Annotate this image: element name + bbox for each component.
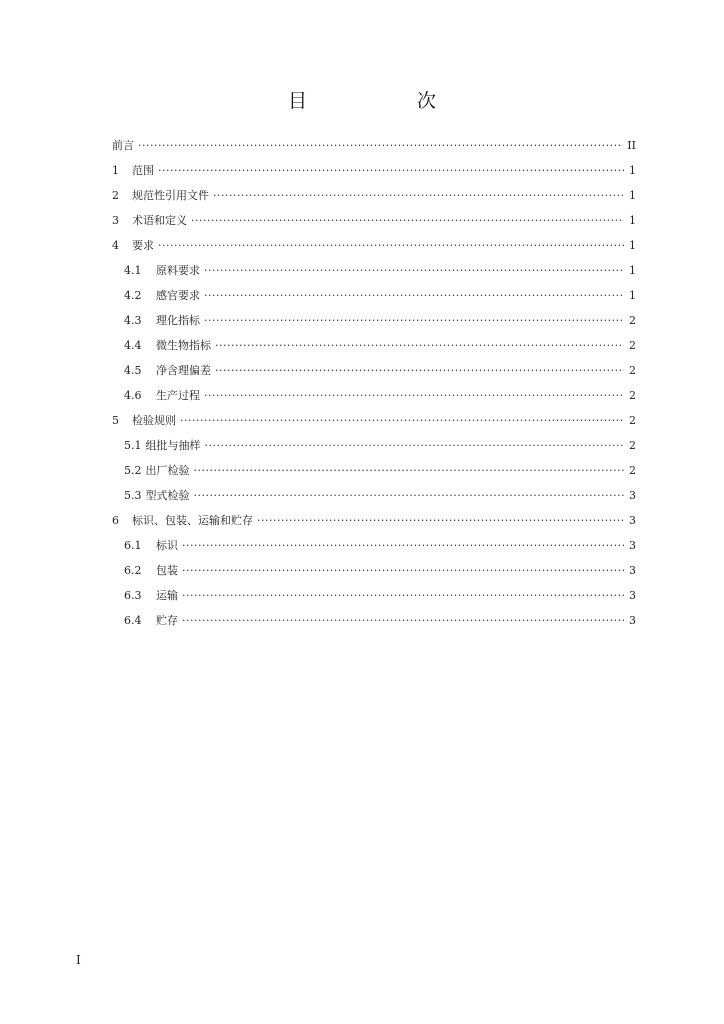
toc-entry-4-4[interactable] xyxy=(112,333,636,358)
toc-entry-4[interactable] xyxy=(112,233,636,258)
toc-entry-page: 3 xyxy=(629,588,636,602)
toc-entry-4-2[interactable] xyxy=(112,283,636,308)
toc-entry-2[interactable] xyxy=(112,183,636,208)
toc-entry-1[interactable] xyxy=(112,158,636,183)
toc-entry-number: 4 xyxy=(112,238,119,252)
toc-dot-leader xyxy=(204,389,624,403)
toc-entry-6-4[interactable] xyxy=(112,608,636,633)
toc-entry-page: 3 xyxy=(629,538,636,552)
toc-entry-page: 3 xyxy=(629,613,636,627)
toc-entry-label: 感官要求 xyxy=(156,288,200,302)
toc-entry-label: 型式检验 xyxy=(145,488,190,502)
toc-entry-number: 5.3 xyxy=(124,488,142,502)
toc-dot-leader xyxy=(213,189,624,203)
toc-entry-label: 出厂检验 xyxy=(145,463,190,477)
toc-entry-page: II xyxy=(627,138,636,152)
toc-entry-label: 组批与抽样 xyxy=(145,438,201,452)
toc-dot-leader xyxy=(215,339,624,353)
toc-entry-page: 3 xyxy=(629,488,636,502)
toc-entry-label: 运输 xyxy=(156,588,178,602)
toc-dot-leader xyxy=(191,214,624,228)
toc-entry-5-3[interactable] xyxy=(112,483,636,508)
toc-entry-label: 贮存 xyxy=(156,613,178,627)
toc-entry-3[interactable] xyxy=(112,208,636,233)
toc-entry-5-2[interactable] xyxy=(112,458,636,483)
toc-entry-label: 检验规则 xyxy=(132,413,176,427)
page-title: 目 次 xyxy=(287,90,489,112)
toc-entry-page: 2 xyxy=(629,388,636,402)
toc-entry-label: 理化指标 xyxy=(156,313,200,327)
toc-entry-6-2[interactable] xyxy=(112,558,636,583)
toc-entry-label: 净含理偏差 xyxy=(156,363,211,377)
toc-entry-page: 1 xyxy=(629,263,636,277)
toc-entry-5-1[interactable] xyxy=(112,433,636,458)
toc-entry-number: 6.3 xyxy=(124,588,142,602)
toc-entry-number: 4.3 xyxy=(124,313,142,327)
toc-entry-5[interactable] xyxy=(112,408,636,433)
toc-dot-leader xyxy=(138,139,623,153)
toc-entry-number: 2 xyxy=(112,188,119,202)
toc-entry-4-5[interactable] xyxy=(112,358,636,383)
toc-entry-label: 规范性引用文件 xyxy=(132,188,209,202)
toc-entry-foreword[interactable] xyxy=(112,133,636,158)
toc-dot-leader xyxy=(205,439,625,453)
toc-entry-page: 2 xyxy=(629,438,636,452)
toc-entry-number: 4.6 xyxy=(124,388,142,402)
toc-entry-page: 1 xyxy=(629,188,636,202)
toc-entry-label: 要求 xyxy=(132,238,154,252)
toc-dot-leader xyxy=(182,614,624,628)
toc-entry-4-6[interactable] xyxy=(112,383,636,408)
toc-entry-4-1[interactable] xyxy=(112,258,636,283)
toc-entry-6[interactable] xyxy=(112,508,636,533)
toc-entry-page: 2 xyxy=(629,338,636,352)
toc-entry-6-1[interactable] xyxy=(112,533,636,558)
toc-entry-label: 前言 xyxy=(112,138,134,152)
toc-entry-number: 1 xyxy=(112,163,119,177)
toc-entry-number: 5 xyxy=(112,413,119,427)
toc-entry-number: 6.1 xyxy=(124,538,142,552)
toc-entry-number: 4.1 xyxy=(124,263,142,277)
toc-entry-page: 3 xyxy=(629,513,636,527)
toc-entry-4-3[interactable] xyxy=(112,308,636,333)
toc-entry-number: 3 xyxy=(112,213,119,227)
toc-dot-leader xyxy=(194,464,625,478)
toc-entry-number: 4.4 xyxy=(124,338,142,352)
toc-entry-number: 6.2 xyxy=(124,563,142,577)
toc-entry-number: 5.1 xyxy=(124,438,142,452)
toc-entry-label: 标识 xyxy=(156,538,178,552)
toc-entry-number: 4.5 xyxy=(124,363,142,377)
toc-entry-label: 范围 xyxy=(132,163,154,177)
toc-dot-leader xyxy=(182,564,624,578)
toc-dot-leader xyxy=(158,239,624,253)
toc-entry-number: 5.2 xyxy=(124,463,142,477)
toc-dot-leader xyxy=(158,164,624,178)
toc-entry-page: 2 xyxy=(629,463,636,477)
toc-dot-leader xyxy=(180,414,624,428)
toc-dot-leader xyxy=(204,314,624,328)
toc-dot-leader xyxy=(204,264,624,278)
toc-entry-label: 包装 xyxy=(156,563,178,577)
toc-entry-number: 4.2 xyxy=(124,288,142,302)
toc-entry-label: 标识、包装、运输和贮存 xyxy=(132,513,253,527)
toc-dot-leader xyxy=(182,539,624,553)
toc-entry-page: 3 xyxy=(629,563,636,577)
toc-entry-number: 6.4 xyxy=(124,613,142,627)
page-number: I xyxy=(76,953,81,967)
toc-entry-page: 1 xyxy=(629,238,636,252)
toc-entry-page: 2 xyxy=(629,363,636,377)
toc-entry-number: 6 xyxy=(112,513,119,527)
toc-entry-page: 2 xyxy=(629,413,636,427)
toc-entry-label: 生产过程 xyxy=(156,388,200,402)
toc-entry-page: 1 xyxy=(629,288,636,302)
toc-entry-label: 微生物指标 xyxy=(156,338,211,352)
toc-dot-leader xyxy=(215,364,624,378)
toc-dot-leader xyxy=(257,514,624,528)
toc-entry-6-3[interactable] xyxy=(112,583,636,608)
toc-dot-leader xyxy=(204,289,624,303)
toc-dot-leader xyxy=(182,589,624,603)
toc-dot-leader xyxy=(194,489,625,503)
table-of-contents xyxy=(112,133,636,633)
toc-entry-label: 原料要求 xyxy=(156,263,200,277)
toc-entry-label: 术语和定义 xyxy=(132,213,187,227)
toc-entry-page: 1 xyxy=(629,213,636,227)
toc-entry-page: 2 xyxy=(629,313,636,327)
toc-entry-page: 1 xyxy=(629,163,636,177)
